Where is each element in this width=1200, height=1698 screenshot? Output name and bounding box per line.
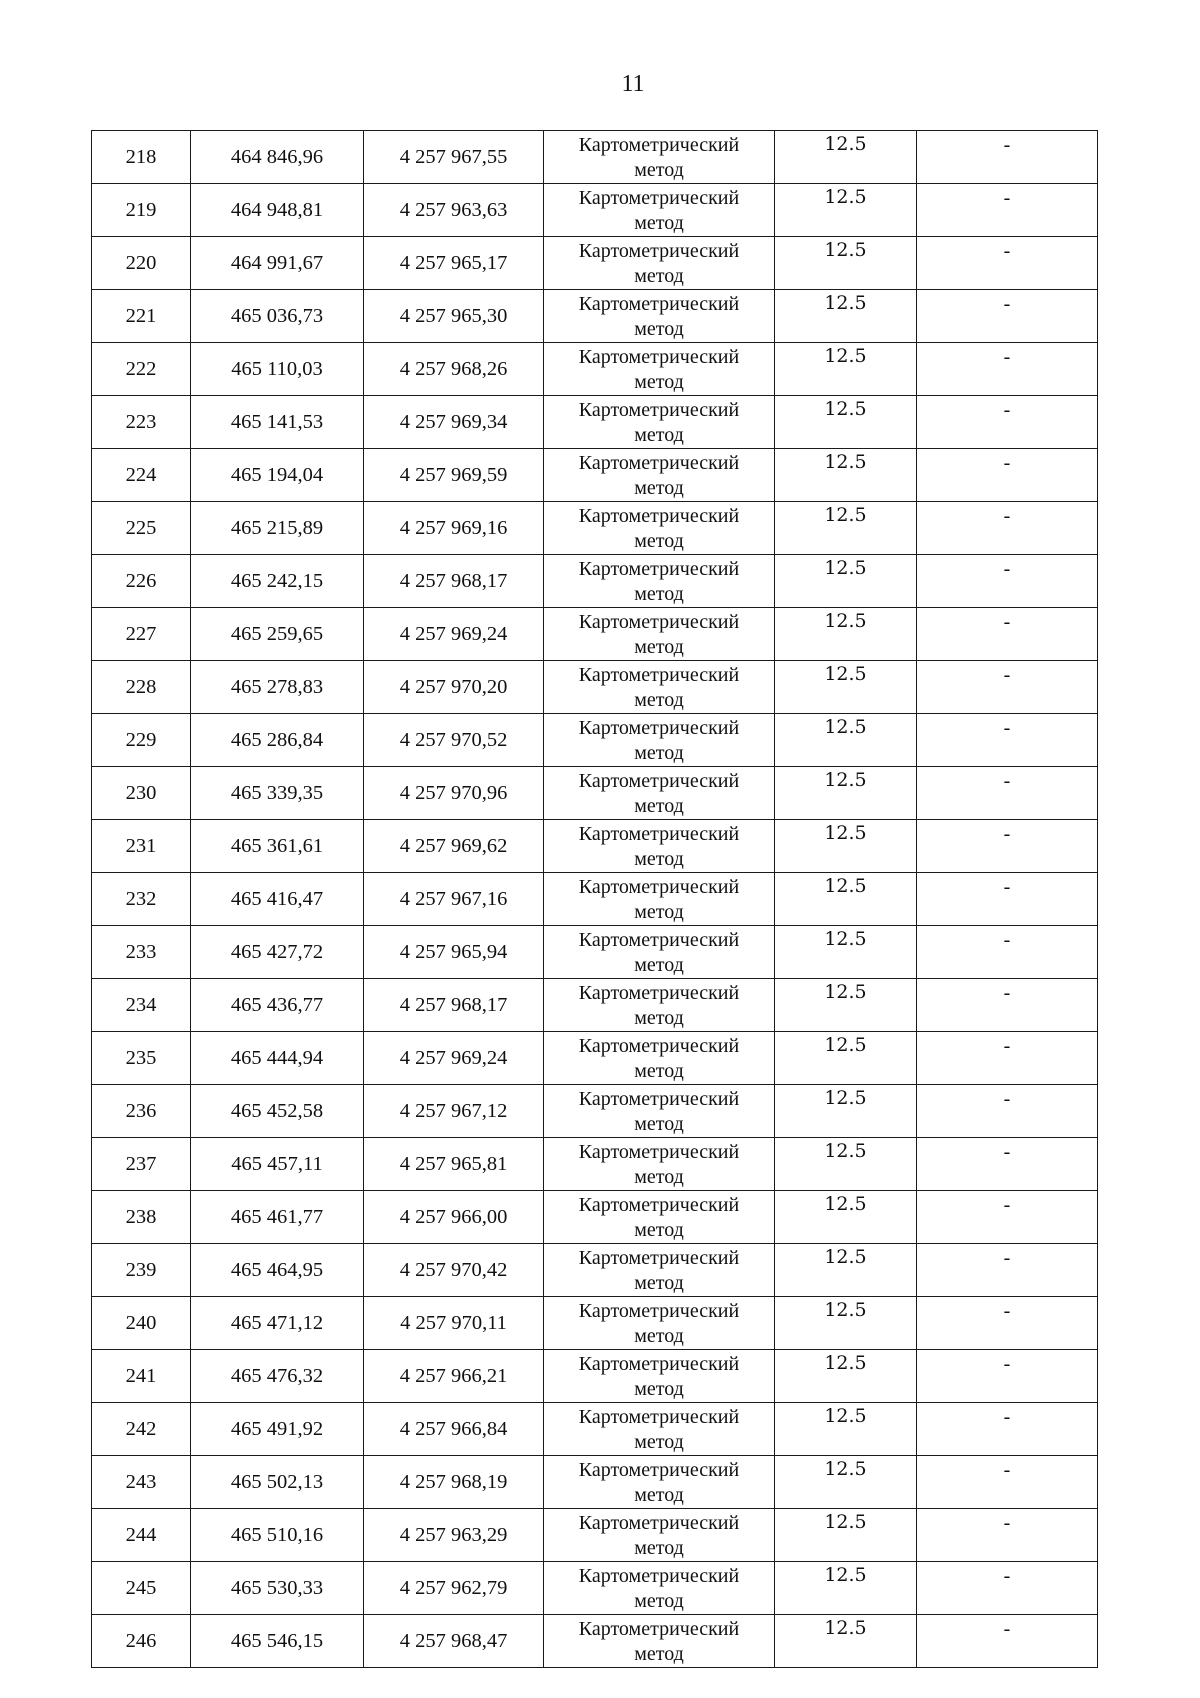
x-coordinate-cell: 465 427,72 [191,926,364,979]
table-body [92,131,1098,1668]
y-coordinate-cell: 4 257 967,55 [364,131,544,184]
method-cell [544,237,775,290]
x-coordinate-cell: 465 194,04 [191,449,364,502]
point-number-cell: 238 [92,1191,191,1244]
table-row [92,820,1098,873]
x-coordinate-cell: 465 416,47 [191,873,364,926]
method-cell [544,1085,775,1138]
y-coordinate-cell: 4 257 970,11 [364,1297,544,1350]
description-cell: - [917,184,1098,237]
point-number-cell: 222 [92,343,191,396]
description-cell: - [917,343,1098,396]
method-line-2: метод [634,1537,684,1559]
accuracy-cell: 12.5 [775,184,917,237]
method-cell [544,608,775,661]
x-coordinate-cell: 465 278,83 [191,661,364,714]
table-row [92,1032,1098,1085]
table-row [92,767,1098,820]
method-cell [544,1615,775,1668]
accuracy-cell: 12.5 [775,555,917,608]
x-coordinate-cell: 465 141,53 [191,396,364,449]
y-coordinate-cell: 4 257 963,63 [364,184,544,237]
x-coordinate-cell: 465 464,95 [191,1244,364,1297]
y-coordinate-cell: 4 257 968,47 [364,1615,544,1668]
page-number: 11 [621,71,645,97]
method-line-1: Картометрический [578,876,740,898]
x-coordinate-cell: 465 339,35 [191,767,364,820]
y-coordinate-cell: 4 257 966,84 [364,1403,544,1456]
method-line-2: метод [634,954,684,976]
table-row [92,184,1098,237]
method-cell [544,1350,775,1403]
method-cell [544,714,775,767]
point-number-cell: 237 [92,1138,191,1191]
description-cell: - [917,1138,1098,1191]
x-coordinate-cell: 465 457,11 [191,1138,364,1191]
method-line-1: Картометрический [578,505,740,527]
method-line-1: Картометрический [578,399,740,421]
point-number-cell: 223 [92,396,191,449]
description-cell: - [917,396,1098,449]
description-cell: - [917,237,1098,290]
description-cell: - [917,714,1098,767]
table-row [92,1562,1098,1615]
y-coordinate-cell: 4 257 969,59 [364,449,544,502]
table-row [92,1403,1098,1456]
y-coordinate-cell: 4 257 965,81 [364,1138,544,1191]
point-number-cell: 235 [92,1032,191,1085]
description-cell: - [917,1403,1098,1456]
x-coordinate-cell: 465 215,89 [191,502,364,555]
x-coordinate-cell: 465 444,94 [191,1032,364,1085]
accuracy-cell: 12.5 [775,343,917,396]
method-line-1: Картометрический [578,240,740,262]
method-line-1: Картометрический [578,770,740,792]
table-row [92,1085,1098,1138]
method-line-1: Картометрический [578,134,740,156]
method-cell [544,131,775,184]
accuracy-cell: 12.5 [775,1509,917,1562]
method-line-1: Картометрический [578,1141,740,1163]
description-cell: - [917,926,1098,979]
accuracy-cell: 12.5 [775,1350,917,1403]
method-line-2: метод [634,424,684,446]
y-coordinate-cell: 4 257 968,17 [364,979,544,1032]
point-number-cell: 228 [92,661,191,714]
method-cell [544,1297,775,1350]
y-coordinate-cell: 4 257 968,26 [364,343,544,396]
table-row [92,131,1098,184]
y-coordinate-cell: 4 257 968,17 [364,555,544,608]
method-cell [544,1138,775,1191]
method-cell [544,1032,775,1085]
method-line-2: метод [634,265,684,287]
accuracy-cell: 12.5 [775,449,917,502]
y-coordinate-cell: 4 257 966,00 [364,1191,544,1244]
method-cell [544,1191,775,1244]
description-cell: - [917,290,1098,343]
method-line-1: Картометрический [578,1035,740,1057]
method-line-1: Картометрический [578,452,740,474]
method-line-1: Картометрический [578,1459,740,1481]
y-coordinate-cell: 4 257 965,17 [364,237,544,290]
method-line-2: метод [634,848,684,870]
y-coordinate-cell: 4 257 969,62 [364,820,544,873]
description-cell: - [917,979,1098,1032]
point-number-cell: 231 [92,820,191,873]
table-row [92,608,1098,661]
description-cell: - [917,449,1098,502]
description-cell: - [917,1244,1098,1297]
method-cell [544,1403,775,1456]
method-line-2: метод [634,1325,684,1347]
method-line-2: метод [634,1272,684,1294]
accuracy-cell: 12.5 [775,131,917,184]
point-number-cell: 244 [92,1509,191,1562]
method-line-2: метод [634,159,684,181]
table-row [92,1244,1098,1297]
coordinates-table [91,130,1098,1668]
description-cell: - [917,1509,1098,1562]
accuracy-cell: 12.5 [775,1403,917,1456]
table-row [92,237,1098,290]
method-line-1: Картометрический [578,558,740,580]
y-coordinate-cell: 4 257 965,94 [364,926,544,979]
point-number-cell: 221 [92,290,191,343]
method-line-1: Картометрический [578,1194,740,1216]
x-coordinate-cell: 465 491,92 [191,1403,364,1456]
description-cell: - [917,608,1098,661]
point-number-cell: 224 [92,449,191,502]
accuracy-cell: 12.5 [775,1191,917,1244]
method-cell [544,1562,775,1615]
method-line-2: метод [634,318,684,340]
table-row [92,1138,1098,1191]
method-line-2: метод [634,1113,684,1135]
accuracy-cell: 12.5 [775,820,917,873]
method-line-2: метод [634,1431,684,1453]
accuracy-cell: 12.5 [775,873,917,926]
method-line-2: метод [634,371,684,393]
y-coordinate-cell: 4 257 966,21 [364,1350,544,1403]
method-line-1: Картометрический [578,1353,740,1375]
table-row [92,979,1098,1032]
method-cell [544,1244,775,1297]
method-line-2: метод [634,742,684,764]
x-coordinate-cell: 465 361,61 [191,820,364,873]
description-cell: - [917,131,1098,184]
x-coordinate-cell: 465 510,16 [191,1509,364,1562]
accuracy-cell: 12.5 [775,979,917,1032]
accuracy-cell: 12.5 [775,1085,917,1138]
description-cell: - [917,873,1098,926]
method-cell [544,502,775,555]
y-coordinate-cell: 4 257 969,34 [364,396,544,449]
accuracy-cell: 12.5 [775,1456,917,1509]
point-number-cell: 240 [92,1297,191,1350]
accuracy-cell: 12.5 [775,396,917,449]
accuracy-cell: 12.5 [775,290,917,343]
accuracy-cell: 12.5 [775,1562,917,1615]
y-coordinate-cell: 4 257 970,42 [364,1244,544,1297]
method-line-2: метод [634,1484,684,1506]
x-coordinate-cell: 465 436,77 [191,979,364,1032]
x-coordinate-cell: 465 036,73 [191,290,364,343]
method-cell [544,1509,775,1562]
y-coordinate-cell: 4 257 968,19 [364,1456,544,1509]
table-row [92,1456,1098,1509]
table-row [92,1297,1098,1350]
method-line-2: метод [634,1219,684,1241]
method-line-1: Картометрический [578,717,740,739]
y-coordinate-cell: 4 257 963,29 [364,1509,544,1562]
method-line-1: Картометрический [578,1618,740,1640]
x-coordinate-cell: 465 259,65 [191,608,364,661]
table-row [92,449,1098,502]
method-line-2: метод [634,1007,684,1029]
method-line-2: метод [634,1643,684,1665]
accuracy-cell: 12.5 [775,608,917,661]
x-coordinate-cell: 464 846,96 [191,131,364,184]
table-row [92,714,1098,767]
method-line-2: метод [634,636,684,658]
description-cell: - [917,661,1098,714]
table-row [92,502,1098,555]
method-line-2: метод [634,1166,684,1188]
x-coordinate-cell: 465 286,84 [191,714,364,767]
method-cell [544,873,775,926]
description-cell: - [917,1191,1098,1244]
point-number-cell: 246 [92,1615,191,1668]
x-coordinate-cell: 464 948,81 [191,184,364,237]
point-number-cell: 229 [92,714,191,767]
method-cell [544,979,775,1032]
method-line-2: метод [634,477,684,499]
y-coordinate-cell: 4 257 962,79 [364,1562,544,1615]
point-number-cell: 220 [92,237,191,290]
y-coordinate-cell: 4 257 967,12 [364,1085,544,1138]
y-coordinate-cell: 4 257 970,52 [364,714,544,767]
accuracy-cell: 12.5 [775,502,917,555]
description-cell: - [917,1032,1098,1085]
accuracy-cell: 12.5 [775,1032,917,1085]
method-line-1: Картометрический [578,1300,740,1322]
table-row [92,343,1098,396]
method-cell [544,1456,775,1509]
method-cell [544,926,775,979]
description-cell: - [917,1297,1098,1350]
description-cell: - [917,1456,1098,1509]
point-number-cell: 233 [92,926,191,979]
accuracy-cell: 12.5 [775,661,917,714]
x-coordinate-cell: 465 461,77 [191,1191,364,1244]
point-number-cell: 226 [92,555,191,608]
description-cell: - [917,1562,1098,1615]
method-cell [544,820,775,873]
method-cell [544,449,775,502]
table-row [92,1191,1098,1244]
table-row [92,1350,1098,1403]
description-cell: - [917,1350,1098,1403]
x-coordinate-cell: 464 991,67 [191,237,364,290]
description-cell: - [917,767,1098,820]
table-row [92,1509,1098,1562]
method-line-1: Картометрический [578,982,740,1004]
method-line-2: метод [634,530,684,552]
method-cell [544,290,775,343]
point-number-cell: 239 [92,1244,191,1297]
method-line-1: Картометрический [578,1247,740,1269]
method-cell [544,396,775,449]
y-coordinate-cell: 4 257 969,24 [364,1032,544,1085]
method-line-2: метод [634,901,684,923]
accuracy-cell: 12.5 [775,237,917,290]
accuracy-cell: 12.5 [775,714,917,767]
y-coordinate-cell: 4 257 970,96 [364,767,544,820]
y-coordinate-cell: 4 257 969,24 [364,608,544,661]
x-coordinate-cell: 465 452,58 [191,1085,364,1138]
method-cell [544,661,775,714]
point-number-cell: 230 [92,767,191,820]
point-number-cell: 232 [92,873,191,926]
x-coordinate-cell: 465 530,33 [191,1562,364,1615]
point-number-cell: 236 [92,1085,191,1138]
method-line-2: метод [634,583,684,605]
x-coordinate-cell: 465 242,15 [191,555,364,608]
table-row [92,396,1098,449]
x-coordinate-cell: 465 502,13 [191,1456,364,1509]
table-row [92,290,1098,343]
method-line-2: метод [634,1378,684,1400]
table-row [92,555,1098,608]
method-line-1: Картометрический [578,346,740,368]
x-coordinate-cell: 465 476,32 [191,1350,364,1403]
method-line-1: Картометрический [578,611,740,633]
method-line-2: метод [634,1590,684,1612]
description-cell: - [917,1085,1098,1138]
description-cell: - [917,820,1098,873]
method-cell [544,767,775,820]
method-line-1: Картометрический [578,1088,740,1110]
method-line-1: Картометрический [578,1406,740,1428]
table-row [92,661,1098,714]
point-number-cell: 219 [92,184,191,237]
method-line-1: Картометрический [578,664,740,686]
table-row [92,873,1098,926]
y-coordinate-cell: 4 257 969,16 [364,502,544,555]
x-coordinate-cell: 465 546,15 [191,1615,364,1668]
method-line-1: Картометрический [578,187,740,209]
point-number-cell: 225 [92,502,191,555]
table-row [92,1615,1098,1668]
table-row [92,926,1098,979]
accuracy-cell: 12.5 [775,926,917,979]
method-cell [544,343,775,396]
accuracy-cell: 12.5 [775,1615,917,1668]
accuracy-cell: 12.5 [775,1297,917,1350]
point-number-cell: 245 [92,1562,191,1615]
method-line-2: метод [634,1060,684,1082]
method-cell [544,555,775,608]
x-coordinate-cell: 465 471,12 [191,1297,364,1350]
accuracy-cell: 12.5 [775,1138,917,1191]
method-line-2: метод [634,212,684,234]
method-line-2: метод [634,689,684,711]
accuracy-cell: 12.5 [775,767,917,820]
method-cell [544,184,775,237]
y-coordinate-cell: 4 257 967,16 [364,873,544,926]
y-coordinate-cell: 4 257 965,30 [364,290,544,343]
point-number-cell: 243 [92,1456,191,1509]
method-line-1: Картометрический [578,1512,740,1534]
method-line-1: Картометрический [578,929,740,951]
y-coordinate-cell: 4 257 970,20 [364,661,544,714]
point-number-cell: 234 [92,979,191,1032]
description-cell: - [917,502,1098,555]
method-line-1: Картометрический [578,1565,740,1587]
point-number-cell: 241 [92,1350,191,1403]
method-line-2: метод [634,795,684,817]
description-cell: - [917,555,1098,608]
point-number-cell: 227 [92,608,191,661]
accuracy-cell: 12.5 [775,1244,917,1297]
point-number-cell: 242 [92,1403,191,1456]
description-cell: - [917,1615,1098,1668]
method-line-1: Картометрический [578,293,740,315]
method-line-1: Картометрический [578,823,740,845]
point-number-cell: 218 [92,131,191,184]
x-coordinate-cell: 465 110,03 [191,343,364,396]
